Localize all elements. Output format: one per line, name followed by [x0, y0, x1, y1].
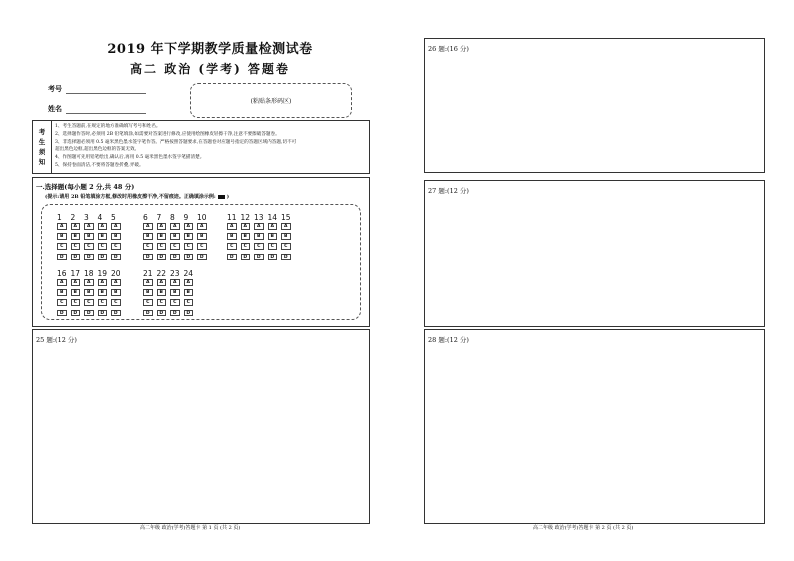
- filled-sample-mark: [218, 195, 225, 199]
- fill-instruction: [45, 193, 229, 200]
- page-footer-1: 高二年级 政治(学考)答题卡 第 1 页 (共 2 页): [140, 525, 241, 531]
- option-d-bubble[interactable]: D: [84, 254, 94, 261]
- notice-line: 1、考生答题前,在规定的地方准确填写考号和姓名。: [55, 124, 161, 129]
- option-b-bubble[interactable]: B: [71, 233, 81, 240]
- question-group-6-10: [143, 213, 211, 264]
- option-a-bubble[interactable]: A: [143, 223, 153, 230]
- notice-line: 4、作图题可先用铅笔绘出,确认后,再用 0.5 毫米黑色墨水签字笔描清楚。: [55, 155, 205, 161]
- option-b-bubble[interactable]: B: [281, 233, 291, 240]
- option-a-bubble[interactable]: A: [157, 223, 167, 230]
- option-b-bubble[interactable]: B: [143, 233, 153, 240]
- question-group-21-24: [143, 269, 197, 320]
- option-d-bubble[interactable]: D: [143, 310, 153, 317]
- option-b-bubble[interactable]: B: [157, 233, 167, 240]
- option-d-bubble[interactable]: D: [84, 310, 94, 317]
- option-a-bubble[interactable]: A: [57, 279, 67, 286]
- notice-line: 2、选择题作答时,必须用 2B 铅笔填涂,如需要对答案进行修改,应使用绘图橡皮轻擦干净,注意不要擦破答题卷。: [55, 131, 280, 137]
- question-label: 27 题:(12 分): [428, 187, 469, 195]
- option-c-bubble[interactable]: C: [170, 299, 180, 306]
- question-number: 17: [70, 269, 81, 278]
- notice-body: [55, 123, 366, 170]
- option-b-bubble[interactable]: B: [184, 233, 194, 240]
- option-b-bubble[interactable]: B: [268, 233, 278, 240]
- question-number: 23: [170, 269, 180, 278]
- notice-heading-char: 考: [38, 128, 46, 136]
- option-a-bubble[interactable]: A: [157, 279, 167, 286]
- tip-text: (提示:请用 2B 铅笔填涂方框,修改时用橡皮擦干净,不留痕迹。正确填涂示例:: [45, 194, 216, 200]
- option-c-bubble[interactable]: C: [84, 299, 94, 306]
- notice-heading-char: 知: [38, 158, 46, 166]
- question-number: 5: [111, 213, 116, 222]
- option-b-bubble[interactable]: B: [98, 289, 108, 296]
- answer-sheet-subtitle: 高二 政治 (学考) 答题卷: [130, 62, 290, 76]
- answer-box-q27[interactable]: [424, 180, 765, 327]
- question-number: 10: [197, 213, 207, 222]
- option-d-bubble[interactable]: D: [241, 254, 251, 261]
- question-number: 22: [156, 269, 167, 278]
- option-d-bubble[interactable]: D: [98, 310, 108, 317]
- option-d-bubble[interactable]: D: [157, 254, 167, 261]
- answer-box-q26[interactable]: [424, 38, 765, 173]
- option-c-bubble[interactable]: C: [71, 299, 81, 306]
- option-c-bubble[interactable]: C: [241, 243, 251, 250]
- option-a-bubble[interactable]: A: [184, 223, 194, 230]
- option-b-bubble[interactable]: B: [98, 233, 108, 240]
- option-d-bubble[interactable]: D: [268, 254, 278, 261]
- option-a-bubble[interactable]: A: [170, 279, 180, 286]
- question-number: 19: [97, 269, 108, 278]
- question-number: 9: [183, 213, 189, 222]
- option-a-bubble[interactable]: A: [84, 279, 94, 286]
- option-b-bubble[interactable]: B: [254, 233, 264, 240]
- option-c-bubble[interactable]: C: [197, 243, 207, 250]
- option-a-bubble[interactable]: A: [71, 223, 81, 230]
- option-c-bubble[interactable]: C: [268, 243, 278, 250]
- option-c-bubble[interactable]: C: [281, 243, 291, 250]
- option-c-bubble[interactable]: C: [57, 243, 67, 250]
- question-number: 4: [97, 213, 103, 222]
- option-b-bubble[interactable]: B: [111, 289, 121, 296]
- option-d-bubble[interactable]: D: [143, 254, 153, 261]
- question-number: 14: [267, 213, 278, 222]
- question-number: 13: [254, 213, 264, 222]
- option-c-bubble[interactable]: C: [98, 243, 108, 250]
- name-field[interactable]: [66, 112, 146, 114]
- option-a-bubble[interactable]: A: [57, 223, 67, 230]
- answer-box-q25[interactable]: [32, 329, 370, 524]
- candidate-notice: [32, 120, 370, 174]
- question-number: 18: [84, 269, 94, 278]
- option-d-bubble[interactable]: D: [197, 254, 207, 261]
- option-c-bubble[interactable]: C: [184, 243, 194, 250]
- question-number: 16: [57, 269, 67, 278]
- option-c-bubble[interactable]: C: [143, 299, 153, 306]
- exam-no-field[interactable]: [66, 92, 146, 94]
- question-number: 7: [156, 213, 162, 222]
- option-d-bubble[interactable]: D: [71, 254, 81, 261]
- option-c-bubble[interactable]: C: [98, 299, 108, 306]
- answer-box-q28[interactable]: [424, 329, 765, 524]
- option-a-bubble[interactable]: A: [241, 223, 251, 230]
- option-b-bubble[interactable]: B: [197, 233, 207, 240]
- option-d-bubble[interactable]: D: [98, 254, 108, 261]
- question-number: 3: [84, 213, 89, 222]
- question-label: 28 题:(12 分): [428, 336, 469, 344]
- option-c-bubble[interactable]: C: [84, 243, 94, 250]
- option-d-bubble[interactable]: D: [254, 254, 264, 261]
- question-number: 1: [57, 213, 62, 222]
- option-b-bubble[interactable]: B: [57, 233, 67, 240]
- option-a-bubble[interactable]: A: [227, 223, 237, 230]
- multiple-choice-section: [32, 177, 370, 327]
- option-d-bubble[interactable]: D: [170, 254, 180, 261]
- option-a-bubble[interactable]: A: [143, 279, 153, 286]
- question-label: 26 题:(16 分): [428, 45, 469, 53]
- option-d-bubble[interactable]: D: [170, 310, 180, 317]
- section-heading: 一.选择题(每小题 2 分,共 48 分): [36, 183, 135, 191]
- question-number: 21: [143, 269, 153, 278]
- barcode-label: (粘贴条形码区): [250, 98, 292, 105]
- option-a-bubble[interactable]: A: [281, 223, 291, 230]
- option-c-bubble[interactable]: C: [157, 243, 167, 250]
- option-c-bubble[interactable]: C: [227, 243, 237, 250]
- option-a-bubble[interactable]: A: [84, 223, 94, 230]
- page-footer-2: 高二年级 政治(学考)答题卡 第 2 页 (共 2 页): [533, 525, 634, 531]
- question-group-11-15: [227, 213, 295, 264]
- tip-close: ): [226, 194, 230, 200]
- option-a-bubble[interactable]: A: [170, 223, 180, 230]
- option-c-bubble[interactable]: C: [111, 243, 121, 250]
- option-d-bubble[interactable]: D: [184, 310, 194, 317]
- option-a-bubble[interactable]: A: [268, 223, 278, 230]
- option-d-bubble[interactable]: D: [111, 310, 121, 317]
- notice-heading-char: 须: [38, 148, 46, 156]
- option-b-bubble[interactable]: B: [227, 233, 237, 240]
- option-a-bubble[interactable]: A: [254, 223, 264, 230]
- option-c-bubble[interactable]: C: [254, 243, 264, 250]
- option-a-bubble[interactable]: A: [184, 279, 194, 286]
- option-b-bubble[interactable]: B: [143, 289, 153, 296]
- option-c-bubble[interactable]: C: [184, 299, 194, 306]
- option-c-bubble[interactable]: C: [71, 243, 81, 250]
- question-number: 15: [281, 213, 291, 222]
- option-d-bubble[interactable]: D: [57, 310, 67, 317]
- option-a-bubble[interactable]: A: [111, 223, 121, 230]
- option-b-bubble[interactable]: B: [157, 289, 167, 296]
- exam-title: 2019 年下学期教学质量检测试卷: [107, 42, 313, 57]
- option-b-bubble[interactable]: B: [170, 289, 180, 296]
- question-number: 8: [170, 213, 175, 222]
- name-label: 姓名: [48, 104, 62, 113]
- option-a-bubble[interactable]: A: [111, 279, 121, 286]
- question-number: 6: [143, 213, 148, 222]
- notice-line: 3、非选择题必须用 0.5 毫米黑色墨水签字笔作答。严格按照答题要求,在答题卷对应题号指定的答题区域内答题,切不可: [55, 139, 297, 145]
- question-group-1-5: [57, 213, 125, 264]
- option-c-bubble[interactable]: C: [157, 299, 167, 306]
- option-c-bubble[interactable]: C: [170, 243, 180, 250]
- option-b-bubble[interactable]: B: [57, 289, 67, 296]
- option-d-bubble[interactable]: D: [227, 254, 237, 261]
- question-group-16-20: [57, 269, 125, 320]
- option-d-bubble[interactable]: D: [281, 254, 291, 261]
- option-c-bubble[interactable]: C: [143, 243, 153, 250]
- option-b-bubble[interactable]: B: [71, 289, 81, 296]
- question-number: 2: [70, 213, 76, 222]
- option-b-bubble[interactable]: B: [241, 233, 251, 240]
- option-b-bubble[interactable]: B: [170, 233, 180, 240]
- notice-heading-char: 生: [38, 138, 46, 146]
- option-c-bubble[interactable]: C: [57, 299, 67, 306]
- option-d-bubble[interactable]: D: [57, 254, 67, 261]
- exam-no-label: 考号: [48, 84, 62, 93]
- option-a-bubble[interactable]: A: [71, 279, 81, 286]
- question-number: 11: [227, 213, 237, 222]
- option-b-bubble[interactable]: B: [111, 233, 121, 240]
- barcode-area: [190, 83, 352, 118]
- question-number: 12: [240, 213, 251, 222]
- question-label: 25 题:(12 分): [36, 336, 77, 344]
- notice-heading: [33, 121, 52, 173]
- option-b-bubble[interactable]: B: [84, 289, 94, 296]
- option-b-bubble[interactable]: B: [84, 233, 94, 240]
- question-number: 24: [183, 269, 194, 278]
- option-a-bubble[interactable]: A: [197, 223, 207, 230]
- option-b-bubble[interactable]: B: [184, 289, 194, 296]
- notice-line: 超出黑色边框,超出黑色边框的答案无效。: [55, 147, 140, 153]
- notice-line: 5、保持卷面清洁,不要将答题卷折叠,弄破。: [55, 162, 144, 168]
- question-number: 20: [111, 269, 121, 278]
- option-d-bubble[interactable]: D: [184, 254, 194, 261]
- option-d-bubble[interactable]: D: [157, 310, 167, 317]
- option-a-bubble[interactable]: A: [98, 279, 108, 286]
- option-d-bubble[interactable]: D: [111, 254, 121, 261]
- option-a-bubble[interactable]: A: [98, 223, 108, 230]
- option-d-bubble[interactable]: D: [71, 310, 81, 317]
- option-c-bubble[interactable]: C: [111, 299, 121, 306]
